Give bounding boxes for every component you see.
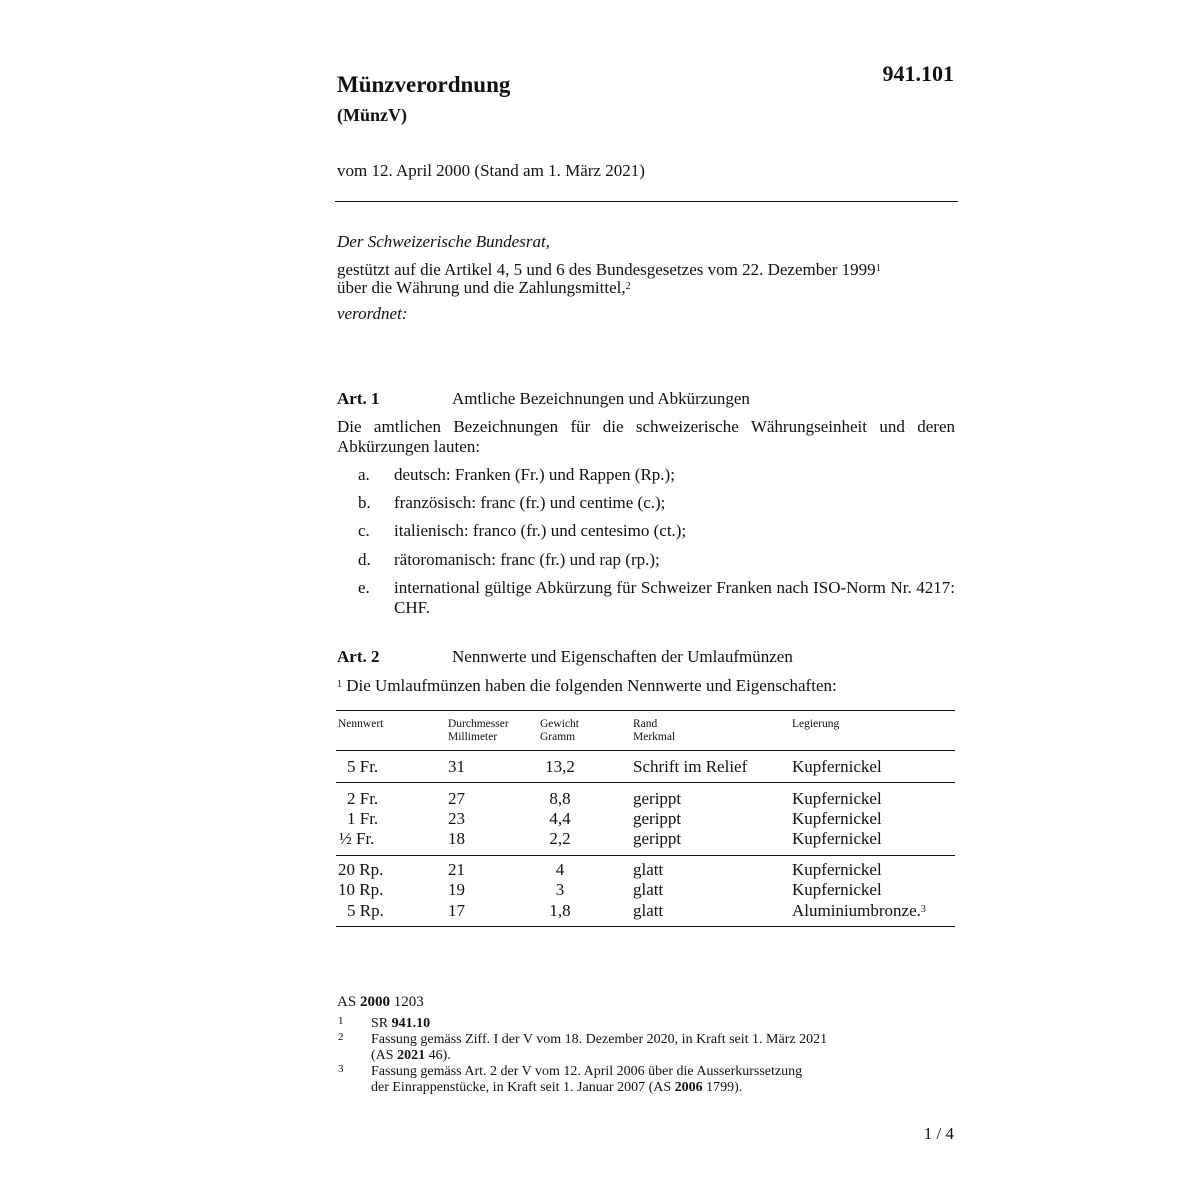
preamble-basis-line1 xyxy=(337,260,881,280)
table-cell-weight: 13,2 xyxy=(545,757,575,776)
art2-heading: Nennwerte und Eigenschaften der Umlaufmünzen xyxy=(452,647,793,666)
abbreviation: (MünzV) xyxy=(337,105,407,125)
table-cell-weight: 4,4 xyxy=(549,809,571,828)
table-top-rule xyxy=(336,710,955,711)
footnote-ref-3[interactable]: 3 xyxy=(920,904,926,915)
table-cell-weight: 4 xyxy=(555,860,565,879)
footnote-3-line1: Fassung gemäss Art. 2 der V vom 12. April 2006 über die Ausserkurssetzung xyxy=(371,1064,803,1079)
col-header-legierung: Legierung xyxy=(792,718,840,730)
col-header-gewicht: Gewicht xyxy=(540,718,579,730)
preamble-decrees: verordnet: xyxy=(337,304,408,323)
table-cell-alloy xyxy=(792,901,926,921)
preamble-basis-line2 xyxy=(337,278,631,298)
table-cell-diameter: 17 xyxy=(448,901,465,920)
footnote-2-open: (AS xyxy=(371,1048,394,1063)
table-cell-edge: glatt xyxy=(633,860,664,879)
table-cell-edge: gerippt xyxy=(633,829,682,848)
list-text: rätoromanisch: franc (fr.) und rap (rp.); xyxy=(394,550,660,569)
table-cell-edge: gerippt xyxy=(633,789,682,808)
footnote-3-line2 xyxy=(371,1080,742,1095)
as-prefix: AS xyxy=(337,994,357,1010)
as-page: 1203 xyxy=(393,994,424,1010)
col-header-millimeter: Millimeter xyxy=(448,731,498,743)
table-cell-diameter: 18 xyxy=(448,829,465,848)
list-letter: a. xyxy=(358,465,370,484)
list-text: deutsch: Franken (Fr.) und Rappen (Rp.); xyxy=(394,465,675,484)
list-text: international gültige Abkürzung für Schweizer Franken nach ISO-Norm Nr. 4217: CHF. xyxy=(394,578,955,617)
list-text: italienisch: franco (fr.) und centesimo (ct.); xyxy=(394,521,687,540)
art1-number: Art. 1 xyxy=(337,389,380,408)
footnote-1-sr: 941.10 xyxy=(391,1016,431,1031)
footnote-1-prefix: SR xyxy=(371,1016,389,1031)
preamble-authority: Der Schweizerische Bundesrat, xyxy=(337,232,550,251)
footnote-ref-1[interactable]: 1 xyxy=(875,263,881,274)
page-number: 1 / 4 xyxy=(923,1124,954,1143)
table-cell-value: 5 Rp. xyxy=(347,901,384,920)
table-bottom-rule xyxy=(336,926,955,927)
table-cell-alloy: Kupfernickel xyxy=(792,809,882,828)
footnote-2-line1: Fassung gemäss Ziff. I der V vom 18. Dezember 2020, in Kraft seit 1. März 2021 xyxy=(371,1032,828,1047)
date-line: vom 12. April 2000 (Stand am 1. März 2021) xyxy=(337,161,645,180)
art1-intro: Die amtlichen Bezeichnungen für die schweizerische Währungseinheit und deren Abkürzungen lauten: xyxy=(337,417,955,456)
table-cell-diameter: 19 xyxy=(448,880,465,899)
table-cell-alloy: Kupfernickel xyxy=(792,829,882,848)
table-cell-diameter: 27 xyxy=(448,789,465,808)
page-title: Münzverordnung xyxy=(337,72,511,97)
col-header-merkmal: Merkmal xyxy=(633,731,676,743)
table-cell-weight: 8,8 xyxy=(549,789,571,808)
list-letter: e. xyxy=(358,578,370,597)
footnote-3-year: 2006 xyxy=(674,1080,703,1095)
footnote-3-pre: der Einrappenstücke, in Kraft seit 1. Januar 2007 (AS xyxy=(371,1080,672,1095)
table-cell-value: 5 Fr. xyxy=(347,757,379,776)
col-header-gramm: Gramm xyxy=(540,731,576,743)
header-rule xyxy=(335,201,958,202)
table-cell-alloy: Kupfernickel xyxy=(792,757,882,776)
table-cell-value: 2 Fr. xyxy=(347,789,379,808)
paragraph-number: 1 xyxy=(337,679,342,690)
preamble-basis-text2: über die Währung und die Zahlungsmittel, xyxy=(337,278,626,297)
art2-intro-line xyxy=(337,676,837,696)
as-year: 2000 xyxy=(359,994,390,1010)
table-cell-edge: glatt xyxy=(633,901,664,920)
art1-heading: Amtliche Bezeichnungen und Abkürzungen xyxy=(452,389,750,408)
list-text: französisch: franc (fr.) und centime (c.); xyxy=(394,493,666,512)
table-cell-value: 10 Rp. xyxy=(338,880,384,899)
preamble-basis-text1: gestützt auf die Artikel 4, 5 und 6 des Bundesgesetzes vom 22. Dezember 1999 xyxy=(337,260,876,279)
table-cell-value: 1 Fr. xyxy=(347,809,379,828)
footnote-2-year: 2021 xyxy=(397,1048,426,1063)
table-group-rule xyxy=(336,782,955,783)
list-letter: d. xyxy=(358,550,371,569)
alloy-text: Aluminiumbronze. xyxy=(792,901,921,920)
col-header-rand: Rand xyxy=(633,718,658,730)
col-header-durchmesser: Durchmesser xyxy=(448,718,509,730)
table-cell-alloy: Kupfernickel xyxy=(792,789,882,808)
footnote-number: 2 xyxy=(338,1031,344,1043)
col-header-nennwert: Nennwert xyxy=(338,718,384,730)
art2-intro: Die Umlaufmünzen haben die folgenden Nennwerte und Eigenschaften: xyxy=(346,676,837,695)
table-cell-value: ½ Fr. xyxy=(339,829,375,848)
table-cell-alloy: Kupfernickel xyxy=(792,880,882,899)
list-letter: c. xyxy=(358,521,370,540)
table-cell-edge: Schrift im Relief xyxy=(633,757,748,776)
footnote-2-close: 46). xyxy=(428,1048,451,1063)
table-header-rule xyxy=(336,750,955,751)
list-letter: b. xyxy=(358,493,371,512)
table-cell-alloy: Kupfernickel xyxy=(792,860,882,879)
table-cell-edge: gerippt xyxy=(633,809,682,828)
table-group-rule xyxy=(336,855,955,856)
footnote-2-line2 xyxy=(371,1048,451,1063)
table-cell-edge: glatt xyxy=(633,880,664,899)
footnote-number: 1 xyxy=(338,1015,344,1027)
table-cell-weight: 1,8 xyxy=(549,901,571,920)
art2-number: Art. 2 xyxy=(337,647,380,666)
table-cell-weight: 2,2 xyxy=(549,829,571,848)
sr-number: 941.101 xyxy=(882,61,954,86)
table-cell-diameter: 31 xyxy=(448,757,465,776)
table-cell-diameter: 23 xyxy=(448,809,465,828)
table-cell-weight: 3 xyxy=(555,880,565,899)
table-cell-value: 20 Rp. xyxy=(338,860,384,879)
footnote-1 xyxy=(371,1016,430,1031)
table-cell-diameter: 21 xyxy=(448,860,465,879)
footnote-ref-2[interactable]: 2 xyxy=(625,281,631,292)
footnote-3-close: 1799). xyxy=(706,1080,743,1095)
footnote-number: 3 xyxy=(338,1063,344,1075)
as-reference xyxy=(337,995,424,1010)
